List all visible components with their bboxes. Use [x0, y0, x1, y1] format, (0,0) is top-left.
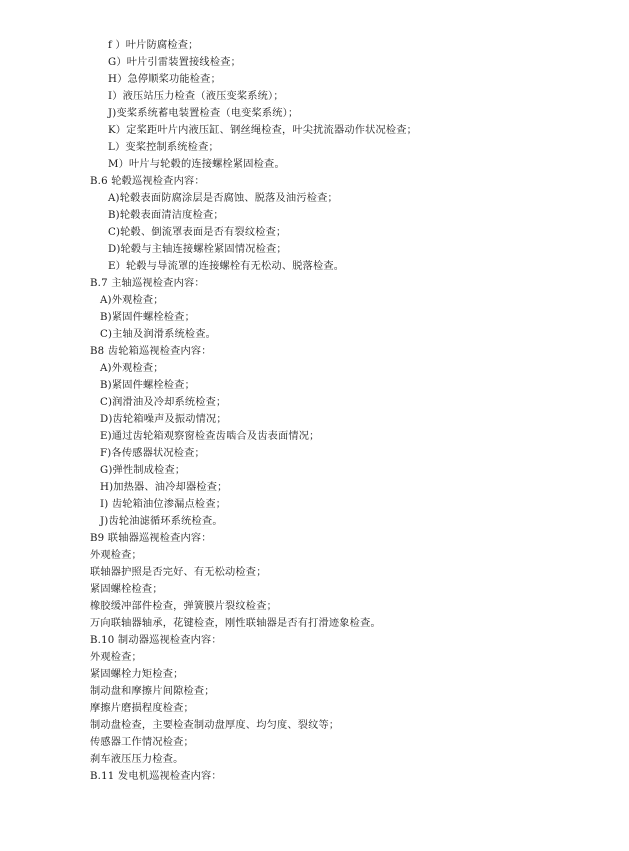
section-b7-title: B.7 主轴巡视检查内容： [90, 278, 205, 289]
blade-item-k: K）定桨距叶片内液压缸、钢丝绳检查，叶尖扰流器动作状况检查； [108, 125, 418, 136]
b8-item: A)外观检查； [100, 363, 164, 374]
blade-item-l: L）变桨控制系统检查； [108, 142, 219, 153]
section-b10-title: B.10 制动器巡视检查内容： [90, 635, 222, 646]
b6-item: B)轮毂表面清洁度检查； [108, 210, 224, 221]
b8-item: F)各传感器状况检查； [100, 448, 205, 459]
section-b11-title: B.11 发电机巡视检查内容： [90, 771, 222, 782]
b10-item: 紧固螺栓力矩检查； [90, 669, 184, 680]
b6-item: E）轮毂与导流罩的连接螺栓有无松动、脱落检查。 [108, 261, 345, 272]
b6-item: C)轮毂、倒流罩表面是否有裂纹检查； [108, 227, 287, 238]
b8-item: H)加热器、油冷却器检查； [100, 482, 228, 493]
blade-item-m: M）叶片与轮毂的连接螺栓紧固检查。 [108, 159, 285, 170]
b10-item: 刹车液压压力检查。 [90, 754, 184, 765]
b10-item: 制动盘检查，主要检查制动盘厚度、均匀度、裂纹等； [90, 720, 340, 731]
b7-item: A)外观检查； [100, 295, 164, 306]
section-b9-title: B9 联轴器巡视检查内容： [90, 533, 212, 544]
b9-item: 联轴器护照是否完好、有无松动检查； [90, 567, 267, 578]
b6-item: A)轮毂表面防腐涂层是否腐蚀、脱落及油污检查； [108, 193, 338, 204]
b8-item: C)润滑油及冷却系统检查； [100, 397, 227, 408]
section-b8-title: B8 齿轮箱巡视检查内容： [90, 346, 212, 357]
section-b6-title: B.6 轮毂巡视检查内容： [90, 176, 205, 187]
blade-item-h: H）急停顺桨功能检查； [108, 74, 221, 85]
b8-item: G)弹性制成检查； [100, 465, 186, 476]
b8-item: J)齿轮油滤循环系统检查。 [100, 516, 223, 527]
b8-item: B)紧固件螺栓检查； [100, 380, 195, 391]
blade-item-g: G）叶片引雷装置接线检查； [108, 57, 241, 68]
b6-item: D)轮毂与主轴连接螺栓紧固情况检查； [108, 244, 287, 255]
b10-item: 制动盘和摩擦片间隙检查； [90, 686, 215, 697]
blade-item-j: J)变桨系统蓄电装置检查（电变桨系统）； [108, 108, 299, 119]
b8-item: I) 齿轮箱油位渗漏点检查； [100, 499, 227, 510]
b9-item: 紧固螺栓检查； [90, 584, 163, 595]
b8-item: D)齿轮箱噪声及振动情况； [100, 414, 227, 425]
blade-item-f: f ）叶片防腐检查； [108, 40, 199, 51]
b10-item: 传感器工作情况检查； [90, 737, 194, 748]
b7-item: B)紧固件螺栓检查； [100, 312, 195, 323]
b9-item: 橡胶缓冲部件检查，弹簧膜片裂纹检查； [90, 601, 277, 612]
b10-item: 摩擦片磨损程度检查； [90, 703, 194, 714]
b8-item: E)通过齿轮箱观察窗检查齿啮合及齿表面情况； [100, 431, 320, 442]
blade-item-i: I）液压站压力检查（液压变桨系统）； [108, 91, 284, 102]
b9-item: 外观检查； [90, 550, 142, 561]
b7-item: C)主轴及润滑系统检查。 [100, 329, 217, 340]
b9-item: 万向联轴器轴承，花键检查，刚性联轴器是否有打滑迹象检查。 [90, 618, 381, 629]
b10-item: 外观检查； [90, 652, 142, 663]
